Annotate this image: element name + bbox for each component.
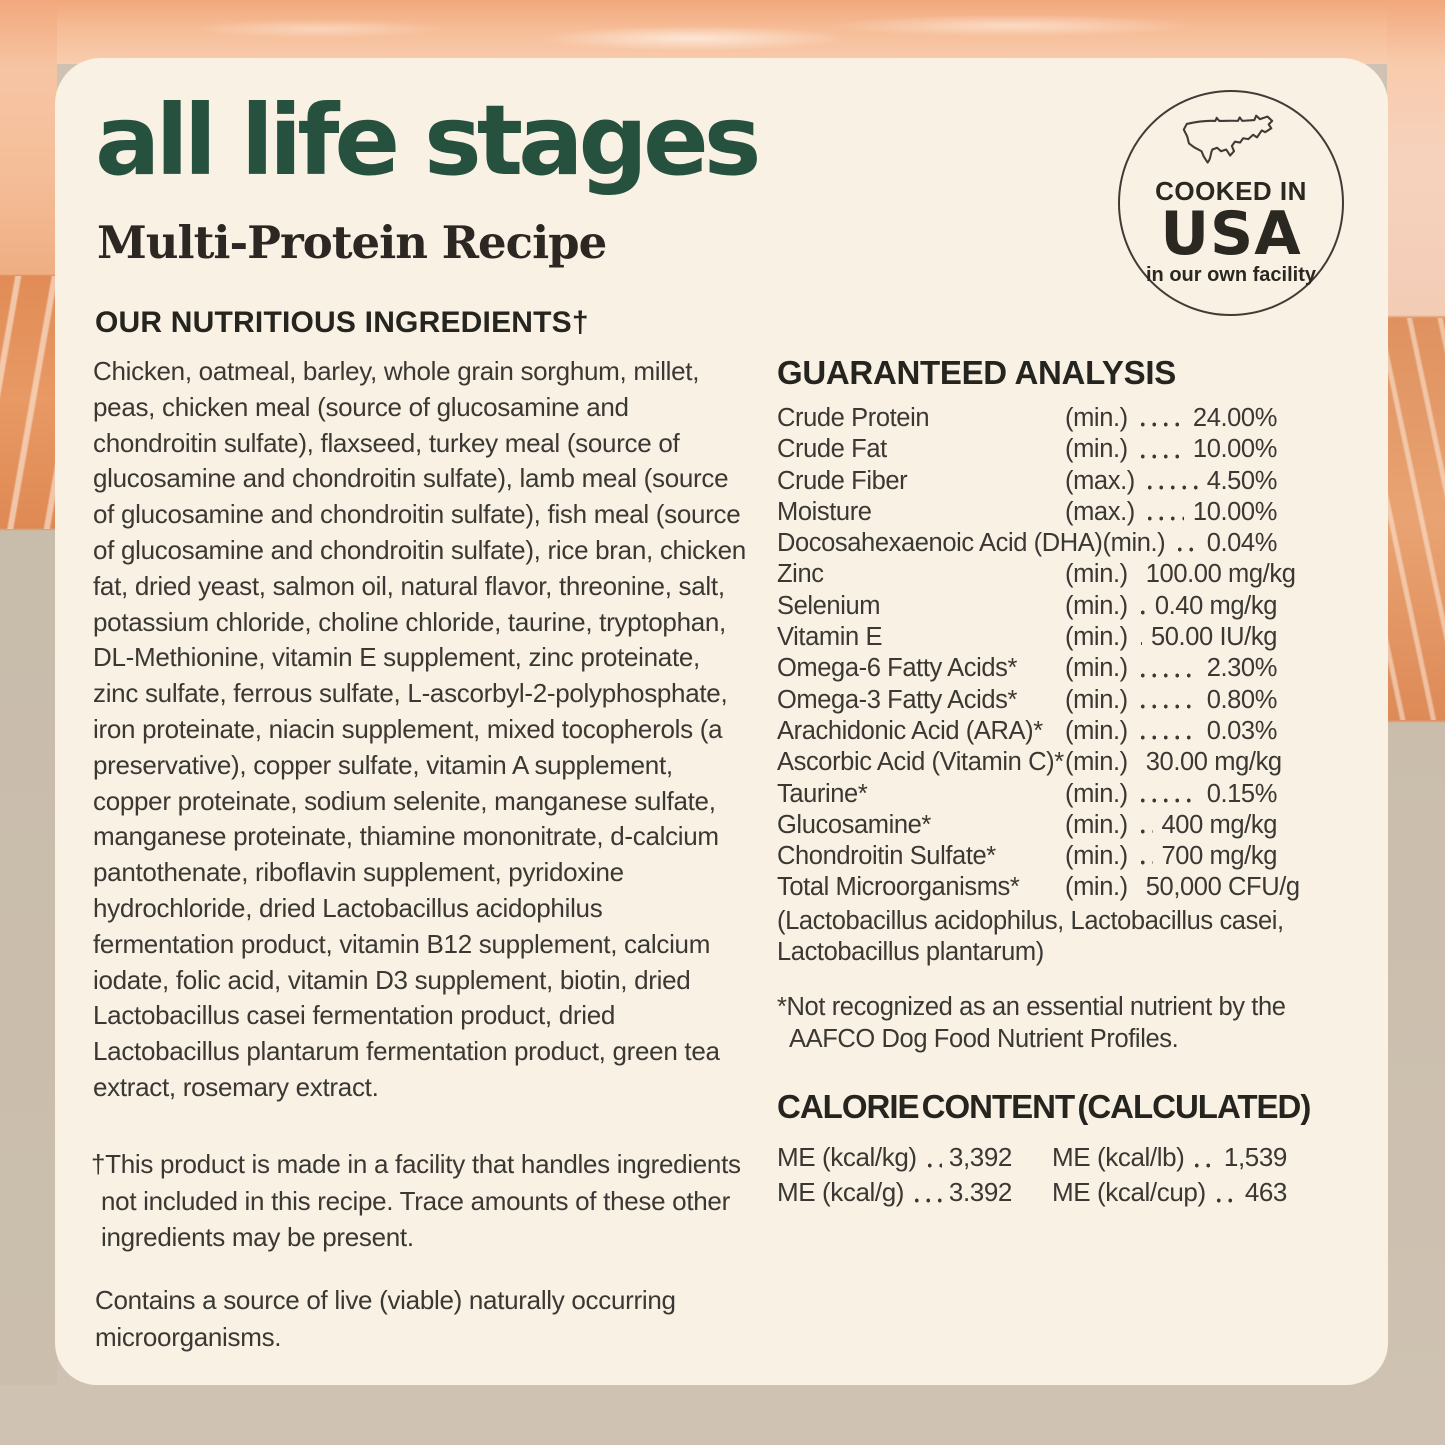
- nutrient-basis: (min.): [1065, 591, 1128, 620]
- nutrient-basis: (min.): [1065, 842, 1128, 871]
- nutrient-value: 10.00%: [1192, 435, 1277, 464]
- nutrient-value: 0.03%: [1206, 716, 1277, 745]
- dot-leader: [1137, 610, 1146, 615]
- dot-leader: [1144, 485, 1198, 490]
- table-row: [777, 1140, 1012, 1175]
- nutrient-value: 100.00 mg/kg: [1145, 560, 1296, 589]
- nutrient-label: Arachidonic Acid (ARA)*: [777, 716, 1043, 745]
- dot-leader: [911, 1198, 942, 1203]
- nutrient-basis: (min.): [1065, 560, 1128, 589]
- usa-badge: [1118, 90, 1344, 316]
- table-row: [777, 779, 1277, 810]
- background-bottom-strip: [0, 1385, 1445, 1445]
- nutrient-label: Zinc: [777, 560, 824, 589]
- nutrient-basis: (min.): [1065, 716, 1128, 745]
- badge-facility: in our own facility: [1145, 264, 1316, 287]
- label-card: [55, 58, 1388, 1385]
- nutrient-basis: (min.): [1065, 623, 1128, 652]
- nutrient-value: 0.80%: [1206, 685, 1277, 714]
- product-title: all life stages: [95, 84, 757, 197]
- nutrient-label: Crude Protein: [777, 404, 930, 432]
- dot-leader: [1174, 547, 1197, 552]
- dot-leader: [1137, 735, 1198, 740]
- nutrient-value: 2.30%: [1206, 654, 1277, 683]
- sky-cloud-streaks: [0, 0, 1445, 64]
- calorie-content-section: [777, 1088, 1311, 1210]
- dot-leader: [1191, 1163, 1216, 1168]
- nutrient-label: Ascorbic Acid (Vitamin C)*: [777, 748, 1064, 777]
- badge-usa: USA: [1160, 199, 1302, 269]
- calorie-label: ME (kcal/g): [777, 1177, 905, 1207]
- dot-leader: [1137, 454, 1184, 459]
- nutrient-basis: (min.): [1065, 685, 1128, 714]
- calorie-value: 1,539: [1223, 1142, 1287, 1172]
- dot-leader: [1144, 516, 1184, 521]
- ingredients-heading: OUR NUTRITIOUS INGREDIENTS†: [95, 306, 589, 339]
- calorie-label: ME (kcal/cup): [1052, 1177, 1206, 1207]
- dot-leader: [924, 1163, 942, 1168]
- nutrient-label: Taurine*: [777, 779, 868, 808]
- table-row: [777, 685, 1277, 716]
- nutrient-label: Docosahexaenoic Acid (DHA): [777, 529, 1103, 558]
- table-row: [777, 872, 1300, 903]
- wheat-streaks-left: [0, 276, 57, 529]
- guaranteed-analysis-section: [777, 354, 1300, 1055]
- nutrient-basis: (min.): [1065, 435, 1128, 464]
- table-row: [777, 1175, 1012, 1210]
- nutrient-basis: (min.): [1102, 529, 1166, 558]
- wheat-streaks-right: [1387, 318, 1445, 720]
- dot-leader: [1137, 798, 1198, 803]
- nutrient-basis: (min.): [1065, 654, 1128, 683]
- table-row: [777, 622, 1277, 653]
- table-row: [777, 466, 1277, 497]
- nutrient-basis: (min.): [1065, 810, 1128, 839]
- calorie-value: 3,392: [948, 1142, 1012, 1172]
- nutrient-label: Vitamin E: [777, 623, 883, 652]
- nutrient-basis: (max.): [1065, 466, 1135, 495]
- product-subtitle: Multi-Protein Recipe: [97, 216, 607, 269]
- table-row: [777, 497, 1277, 528]
- guaranteed-analysis-table: [777, 403, 1300, 904]
- nutrient-label: Chondroitin Sulfate*: [777, 842, 996, 871]
- nutrient-basis: (min.): [1065, 404, 1128, 432]
- table-row: [1052, 1140, 1287, 1175]
- table-row: [777, 747, 1282, 778]
- table-row: [777, 528, 1277, 559]
- background-sky-top: [0, 0, 1445, 64]
- dot-leader: [1137, 641, 1142, 646]
- dot-leader: [1137, 704, 1198, 709]
- us-map-icon: [1179, 112, 1283, 174]
- facility-footnote: †This product is made in a facility that handles ingredients not included in this recipe. Trace amounts of these other ingredients may be present.: [91, 1149, 741, 1252]
- calorie-column-left: [777, 1140, 1012, 1210]
- calorie-label: ME (kcal/lb): [1052, 1142, 1185, 1172]
- background-right-strip: [1387, 0, 1445, 1445]
- calorie-table: [777, 1140, 1289, 1210]
- nutrient-basis: (min.): [1065, 873, 1128, 902]
- nutrient-basis: (min.): [1065, 779, 1128, 808]
- badge-cooked-in: COOKED IN: [1155, 176, 1307, 206]
- nutrient-label: Glucosamine*: [777, 810, 931, 839]
- nutrient-value: 50,000 CFU/g: [1145, 873, 1300, 902]
- nutrient-label: Moisture: [777, 497, 872, 526]
- dot-leader: [1137, 422, 1184, 427]
- nutrient-value: 24.00%: [1192, 404, 1277, 432]
- dot-leader: [1137, 829, 1153, 834]
- nutrient-value: 30.00 mg/kg: [1145, 748, 1282, 777]
- table-row: [777, 559, 1296, 590]
- nutrient-label: Selenium: [777, 591, 881, 620]
- nutrient-label: Crude Fiber: [777, 466, 908, 495]
- nutrient-value: 0.15%: [1206, 779, 1277, 808]
- dot-leader: [1213, 1198, 1238, 1203]
- ingredients-text: Chicken, oatmeal, barley, whole grain sorghum, millet, peas, chicken meal (source of glucosamine and chondroitin sulfate), flaxseed, turkey meal (source of glucosamine and chondroitin sulfate), lamb meal (source of glucosamine and chondroitin sulfate), fish meal (source of glucosamine and chondroitin sulfate), rice bran, chicken fat, dried yeast, salmon oil, natural flavor, threonine, salt, potassium chloride, choline chloride, taurine, tryptophan, DL-Methionine, vitamin E supplement, zinc proteinate, zinc sulfate, ferrous sulfate, L-ascorbyl-2-polyphosphate, iron proteinate, niacin supplement, mixed tocopherols (a preservative), copper sulfate, vitamin A supplement, copper proteinate, sodium selenite, manganese sulfate, manganese proteinate, thiamine mononitrate, d-calcium pantothenate, riboflavin supplement, pyridoxine hydrochloride, dried Lactobacillus acidophilus fermentation product, vitamin B12 supplement, calcium iodate, folic acid, vitamin D3 supplement, biotin, dried Lactobacillus casei fermentation product, dried Lactobacillus plantarum fermentation product, green tea extract, rosemary extract.: [93, 356, 746, 1102]
- nutrient-value: 4.50%: [1206, 466, 1277, 495]
- table-row: [777, 434, 1277, 465]
- background-left-strip: [0, 0, 57, 1445]
- microorganisms-note: Contains a source of live (viable) naturally occurring microorganisms.: [95, 1285, 676, 1352]
- table-row: [777, 841, 1277, 872]
- nutrient-value: 700 mg/kg: [1161, 842, 1277, 871]
- nutrient-label: Omega-6 Fatty Acids*: [777, 654, 1018, 683]
- aafco-note: *Not recognized as an essential nutrient by the AAFCO Dog Food Nutrient Profiles.: [777, 992, 1286, 1053]
- table-row: [1052, 1175, 1287, 1210]
- dot-leader: [1137, 673, 1198, 678]
- dot-leader: [1137, 860, 1153, 865]
- nutrient-label: Crude Fat: [777, 435, 887, 464]
- nutrient-basis: (min.): [1065, 748, 1128, 777]
- table-row: [777, 653, 1277, 684]
- table-row: [777, 810, 1277, 841]
- guaranteed-analysis-heading: GUARANTEED ANALYSIS: [777, 354, 1176, 391]
- calorie-content-heading: CALORIE CONTENT (CALCULATED): [777, 1088, 1311, 1125]
- calorie-label: ME (kcal/kg): [777, 1142, 917, 1172]
- calorie-column-right: [1052, 1140, 1287, 1210]
- nutrient-value: 10.00%: [1192, 497, 1277, 526]
- nutrient-value: 50.00 IU/kg: [1150, 623, 1277, 652]
- table-row: [777, 716, 1277, 747]
- nutrient-value: 0.04%: [1206, 529, 1277, 558]
- nutrient-value: 400 mg/kg: [1161, 810, 1277, 839]
- nutrient-label: Omega-3 Fatty Acids*: [777, 685, 1018, 714]
- calorie-value: 463: [1244, 1177, 1287, 1207]
- nutrient-basis: (max.): [1065, 497, 1135, 526]
- table-row: [777, 591, 1277, 622]
- nutrient-value: 0.40 mg/kg: [1154, 591, 1277, 620]
- calorie-value: 3.392: [948, 1177, 1012, 1207]
- lactobacillus-note: (Lactobacillus acidophilus, Lactobacillus casei, Lactobacillus plantarum): [777, 906, 1284, 967]
- table-row: [777, 403, 1277, 434]
- nutrient-label: Total Microorganisms*: [777, 873, 1020, 902]
